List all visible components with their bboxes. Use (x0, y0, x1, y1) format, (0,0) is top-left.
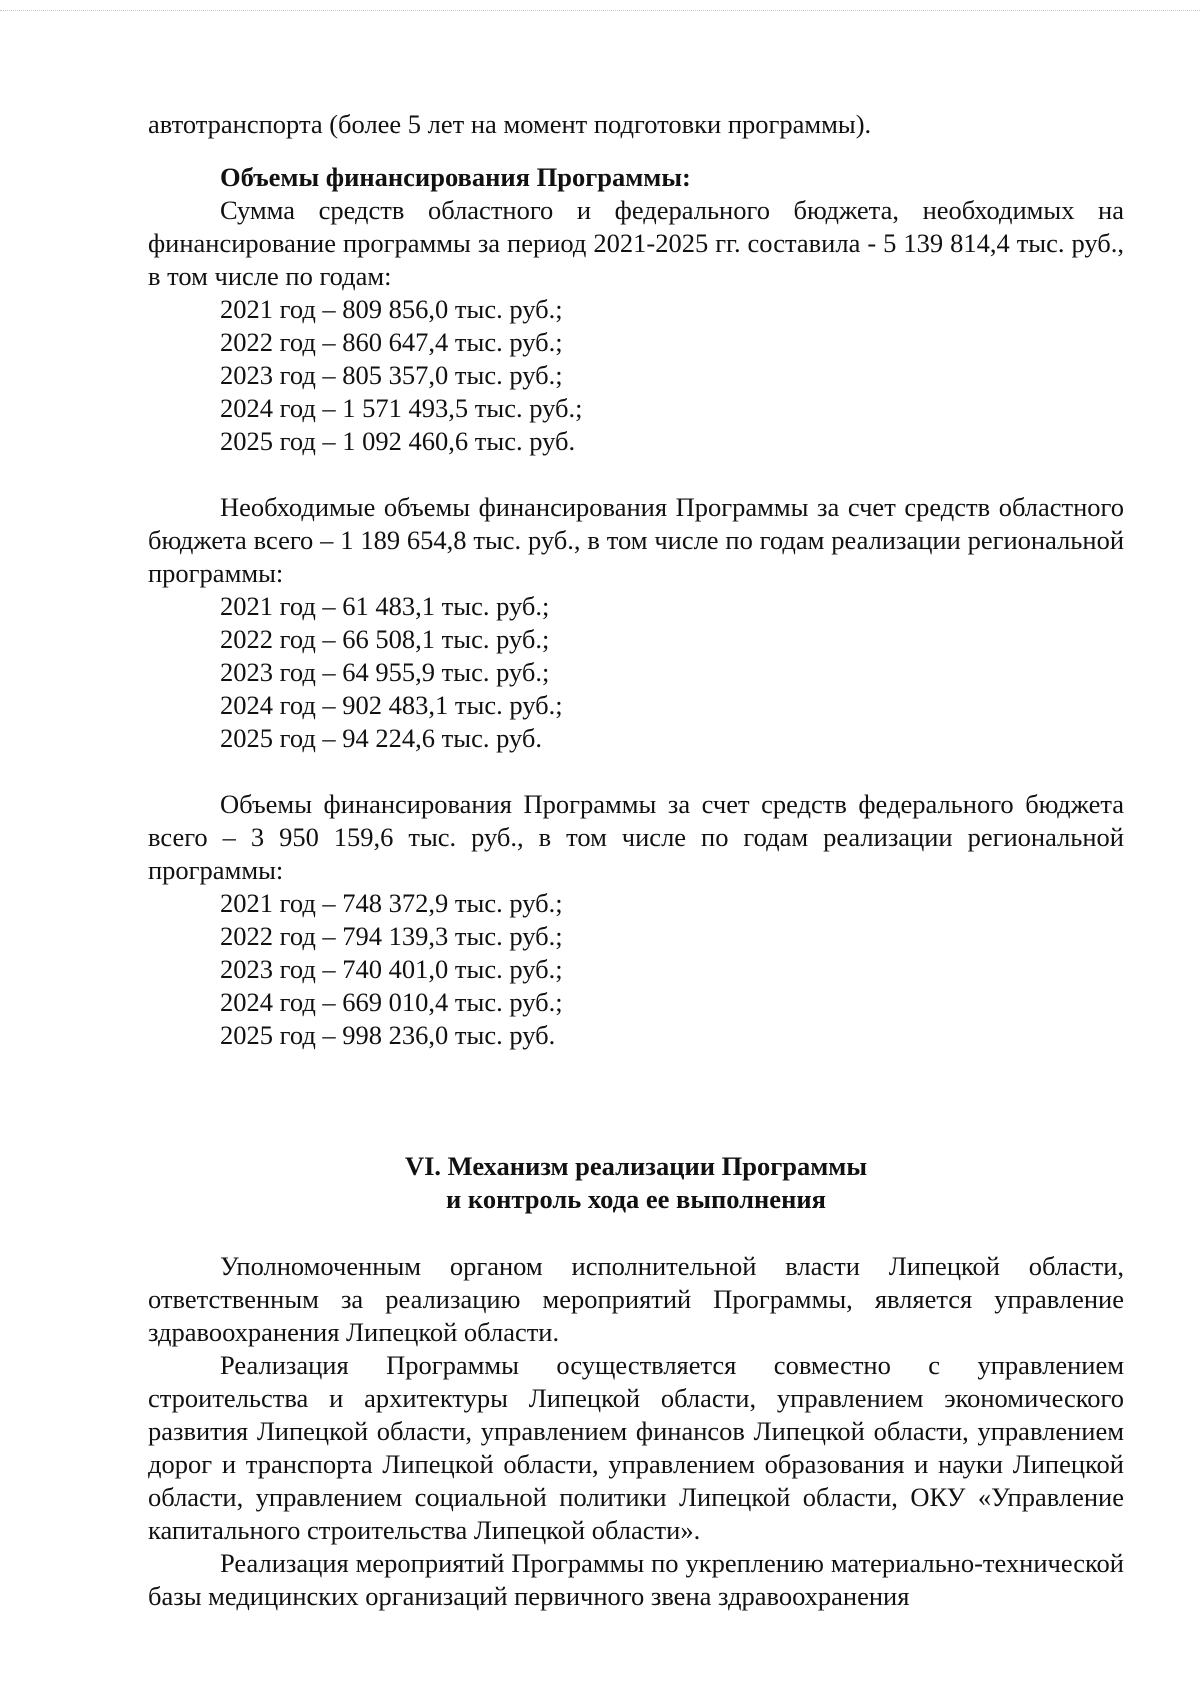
list-item: 2021 год – 61 483,1 тыс. руб.; (220, 591, 550, 621)
funding-federal-years-list (148, 887, 1124, 1052)
section-paragraph-implementation: Реализация мероприятий Программы по укреплению материально-технической базы медицинских организаций первичного звена здравоохранения (148, 1548, 1124, 1611)
document-page (148, 108, 1124, 1613)
section-title-line-2: и контроль хода ее выполнения (446, 1184, 826, 1214)
funding-total-years-list (148, 293, 1124, 458)
list-item: 2025 год – 998 236,0 тыс. руб. (220, 1020, 556, 1050)
list-item: 2024 год – 1 571 493,5 тыс. руб.; (220, 393, 583, 423)
spacer (148, 458, 1124, 491)
list-item: 2024 год – 902 483,1 тыс. руб.; (220, 690, 563, 720)
list-item: 2025 год – 94 224,6 тыс. руб. (220, 723, 542, 753)
section-paragraph-authority: Уполномоченным органом исполнительной власти Липецкой области, ответственным за реализацию мероприятий Программы, является управление здравоохранения Липецкой области. (148, 1251, 1124, 1347)
funding-regional-years-list (148, 590, 1124, 755)
list-item: 2024 год – 669 010,4 тыс. руб.; (220, 987, 563, 1017)
scan-top-edge (0, 10, 1200, 11)
list-item: 2022 год – 794 139,3 тыс. руб.; (220, 921, 563, 951)
section-paragraph-partners: Реализация Программы осуществляется совместно с управлением строительства и архитектуры Липецкой области, управлением экономического развития Липецкой области, управлением финансов Липецкой области, управлением дорог и транспорта Липецкой области, управлением образования и науки Липецкой области, управлением социальной политики Липецкой области, ОКУ «Управление капитального строительства Липецкой области». (148, 1350, 1124, 1545)
funding-heading: Объемы финансирования Программы: (220, 162, 691, 192)
list-item: 2025 год – 1 092 460,6 тыс. руб. (220, 426, 576, 456)
list-item: 2021 год – 809 856,0 тыс. руб.; (220, 294, 563, 324)
funding-regional-paragraph: Необходимые объемы финансирования Программы за счет средств областного бюджета всего – 1 189 654,8 тыс. руб., в том числе по годам реализации региональной программы: (148, 492, 1124, 588)
funding-total-paragraph: Сумма средств областного и федерального бюджета, необходимых на финансирование программы за период 2021-2025 гг. составила - 5 139 814,4 тыс. руб., в том числе по годам: (148, 195, 1124, 291)
section-title (148, 1150, 1124, 1216)
list-item: 2023 год – 805 357,0 тыс. руб.; (220, 360, 563, 390)
list-item: 2022 год – 860 647,4 тыс. руб.; (220, 327, 563, 357)
list-item: 2023 год – 64 955,9 тыс. руб.; (220, 657, 550, 687)
funding-federal-paragraph: Объемы финансирования Программы за счет средств федерального бюджета всего – 3 950 159,6 тыс. руб., в том числе по годам реализации региональной программы: (148, 789, 1124, 885)
list-item: 2021 год – 748 372,9 тыс. руб.; (220, 888, 563, 918)
list-item: 2023 год – 740 401,0 тыс. руб.; (220, 954, 563, 984)
list-item: 2022 год – 66 508,1 тыс. руб.; (220, 624, 550, 654)
spacer (148, 755, 1124, 788)
continuation-line: автотранспорта (более 5 лет на момент подготовки программы). (148, 109, 872, 139)
section-title-line-1: VI. Механизм реализации Программы (404, 1151, 868, 1181)
